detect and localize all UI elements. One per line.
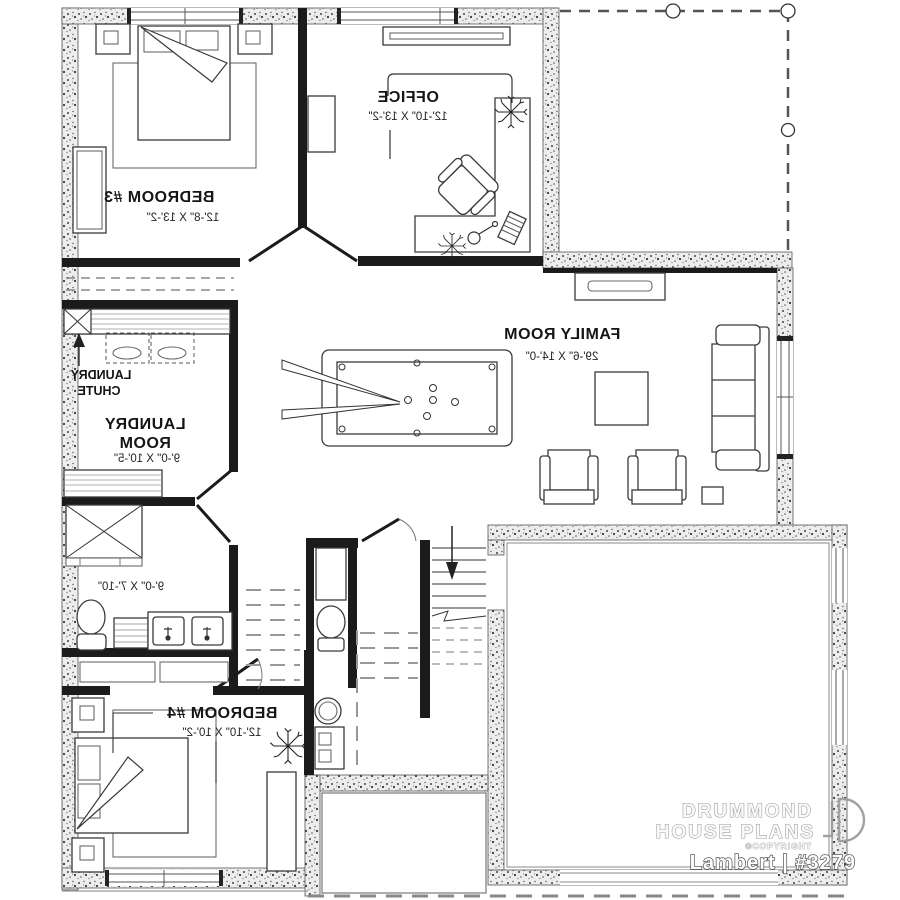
plant-icon bbox=[270, 728, 305, 763]
wc-and-mechanical bbox=[315, 548, 346, 769]
wc-door-leaf bbox=[362, 519, 399, 541]
furnace bbox=[315, 727, 344, 769]
shower bbox=[66, 505, 142, 566]
lamp bbox=[246, 31, 260, 44]
deck-post-icon bbox=[781, 4, 795, 18]
closet-shelf-dashes bbox=[66, 278, 234, 290]
watermark bbox=[656, 799, 864, 874]
dryer bbox=[151, 333, 194, 363]
bedroom3-window bbox=[127, 8, 243, 24]
brand-line1: DRUMMOND bbox=[681, 801, 813, 822]
family-room-window bbox=[777, 336, 793, 459]
bedroom4-label: BEDROOM #4 bbox=[166, 705, 278, 722]
toilet bbox=[317, 606, 345, 651]
bedroom4-furniture bbox=[72, 698, 306, 872]
lamp bbox=[80, 846, 94, 860]
patio-inner-line bbox=[322, 793, 486, 893]
brand-line2: HOUSE PLANS bbox=[655, 822, 815, 843]
laundry-room-label-1: LAUNDRY bbox=[104, 416, 186, 433]
dresser bbox=[267, 772, 296, 871]
office-dims: 12'-10" X 13'-2" bbox=[368, 111, 448, 123]
counter bbox=[64, 470, 162, 497]
bedroom3-label: BEDROOM #3 bbox=[103, 189, 215, 206]
linen-shelf bbox=[114, 618, 148, 648]
office-window bbox=[337, 8, 458, 24]
toilet bbox=[77, 600, 106, 650]
laundry-room-dims: 9'-0" X 10'-5" bbox=[113, 453, 181, 465]
stairs-down bbox=[432, 526, 486, 664]
stair-direction-arrow bbox=[446, 562, 458, 580]
bedroom3-door-leaf bbox=[249, 227, 301, 261]
coffee-table bbox=[595, 372, 648, 425]
basement-window-right-1 bbox=[832, 548, 847, 603]
family-room-label: FAMILY ROOM bbox=[503, 326, 621, 343]
family-room-furniture bbox=[282, 273, 769, 504]
sofa bbox=[712, 325, 769, 471]
laundry-chute-label-2: CHUTE bbox=[77, 384, 121, 398]
pillow bbox=[186, 31, 218, 50]
plan-id: Lambert | #3279 bbox=[689, 852, 856, 874]
double-vanity bbox=[148, 612, 232, 650]
water-heater bbox=[315, 698, 341, 724]
office-door-leaf bbox=[305, 227, 357, 261]
bedroom4-window bbox=[105, 870, 223, 886]
bathroom-dims: 9'-0" X 7'-10" bbox=[97, 581, 165, 593]
break-line bbox=[432, 611, 486, 621]
cabinet bbox=[308, 96, 335, 152]
laundry-room-label-2: ROOM bbox=[119, 435, 171, 452]
wc-cabinet bbox=[316, 548, 346, 600]
deck-post-icon bbox=[782, 124, 795, 137]
armchair bbox=[628, 450, 686, 504]
basement-window-right-2 bbox=[832, 670, 847, 745]
family-room-dims: 29'-6" X 14'-0" bbox=[525, 351, 599, 363]
bedroom3-dims: 12'-8" X 13'-2" bbox=[146, 212, 220, 224]
deck-above-outline bbox=[560, 4, 795, 258]
office-chair bbox=[430, 150, 502, 222]
laundry-chute-box bbox=[64, 309, 91, 334]
washer bbox=[106, 333, 149, 363]
deck-post-icon bbox=[666, 4, 680, 18]
bathroom-door-leaf bbox=[197, 505, 230, 542]
laundry-door-leaf bbox=[197, 469, 233, 499]
lamp bbox=[104, 31, 118, 44]
copyright-text: ©COPYRIGHT bbox=[745, 841, 812, 851]
armchair bbox=[540, 450, 598, 504]
laundry-chute-label-1: LAUNDRY bbox=[70, 368, 132, 382]
bedroom4-dims: 12'-10" X 10'-2" bbox=[182, 727, 262, 739]
bedroom4-closet-doors bbox=[80, 662, 228, 682]
office-label: OFFICE bbox=[377, 89, 439, 106]
pool-table bbox=[282, 350, 512, 446]
lamp bbox=[80, 706, 94, 720]
laundry-room-fixtures bbox=[64, 309, 230, 497]
pillow bbox=[78, 746, 100, 780]
office-furniture bbox=[308, 27, 530, 260]
side-table bbox=[702, 487, 723, 504]
